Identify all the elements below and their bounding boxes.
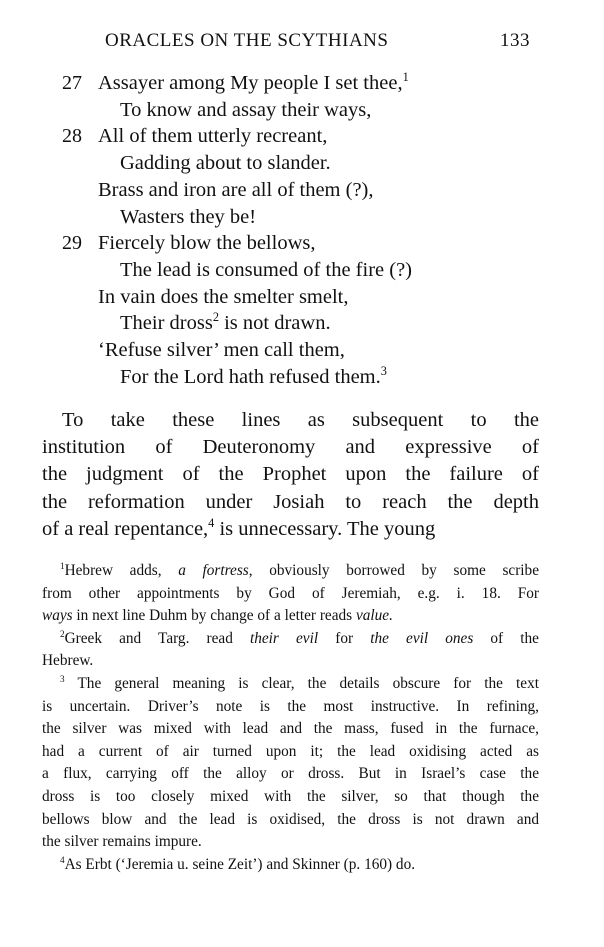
text-segment: a flux, carrying off the alloy or dross. But in Israel’s case the xyxy=(42,765,539,783)
footnote-line xyxy=(42,720,539,741)
footnote-marker: 4 xyxy=(60,855,65,865)
footnote-line xyxy=(42,833,539,854)
verse-text: To know and assay their ways, xyxy=(120,98,372,121)
footnote-line xyxy=(60,675,539,696)
footnote-line xyxy=(42,585,539,606)
paragraph-line xyxy=(42,463,539,489)
verse-line xyxy=(98,179,374,202)
verse-line xyxy=(98,72,409,95)
verse-line xyxy=(98,232,315,255)
text-segment: , obviously borrowed by some scribe xyxy=(248,562,539,579)
verse-text: For the Lord hath refused them. xyxy=(120,365,381,388)
verse-number: 27 xyxy=(62,72,82,94)
verse-text: Wasters they be! xyxy=(120,205,257,228)
verse-text: Fiercely blow the bellows, xyxy=(98,232,316,255)
paragraph-line xyxy=(42,491,539,517)
text-segment: from other appointments by God of Jeremiah, e.g. i. 18. For xyxy=(42,584,539,602)
verse-text: is not drawn. xyxy=(218,312,331,335)
verse-text: Their dross xyxy=(120,312,213,335)
footnote-ref: 4 xyxy=(208,517,215,530)
footnote-line xyxy=(60,856,539,877)
running-header-title: ORACLES ON THE SCYTHIANS xyxy=(105,30,389,51)
verse-text: The lead is consumed of the fire (?) xyxy=(120,258,413,281)
verse-line xyxy=(120,206,256,229)
page-number: 133 xyxy=(500,30,530,51)
text-segment: bellows blow and the lead is oxidised, the dross is not drawn and xyxy=(42,810,539,828)
text-segment: value. xyxy=(355,607,393,625)
verse-text: Gadding about to slander. xyxy=(120,152,331,175)
verse-number: 28 xyxy=(62,125,82,148)
footnote-ref: 1 xyxy=(402,70,409,85)
footnote-line xyxy=(42,607,539,628)
paragraph-line xyxy=(62,409,539,435)
verse-number: 29 xyxy=(62,232,82,255)
verse-text: Assayer among My people I set thee, xyxy=(98,72,403,94)
verse-line xyxy=(98,339,345,362)
text-segment: in next line Duhm by change of a letter reads xyxy=(72,607,356,625)
text-segment: the judgment of the Prophet upon the failure of xyxy=(42,463,539,486)
text-segment: the evil ones xyxy=(370,629,474,647)
verse-text: ‘Refuse silver’ men call them, xyxy=(98,339,345,361)
text-segment: the reformation under Josiah to reach the depth xyxy=(42,490,539,513)
text-segment: As Erbt (‘Jeremia u. seine Zeit’) and Skinner (p. 160) do. xyxy=(64,855,416,873)
text-segment: the silver remains impure. xyxy=(42,833,202,851)
footnote-line xyxy=(42,652,539,673)
verse-line xyxy=(120,152,331,175)
text-segment: The general meaning is clear, the details obscure for the text xyxy=(64,675,539,692)
verse-text: In vain does the smelter smelt, xyxy=(98,285,349,308)
footnote-line xyxy=(42,743,539,764)
verse-line xyxy=(120,363,387,389)
text-segment: institution of Deuteronomy and expressive of xyxy=(42,436,539,459)
footnote-line xyxy=(42,698,539,719)
footnote-marker: 2 xyxy=(60,629,65,639)
paragraph-line xyxy=(42,436,539,462)
footnote-line xyxy=(42,788,539,809)
text-segment: the silver was mixed with lead and the mass, fused in the furnace, xyxy=(42,720,539,738)
verse-line xyxy=(120,259,412,282)
footnote-line xyxy=(42,811,539,832)
footnote-marker: 3 xyxy=(60,675,65,684)
footnote-marker: 1 xyxy=(60,562,65,571)
verse-line xyxy=(98,125,327,148)
text-segment: Hebrew. xyxy=(42,652,94,670)
text-segment: had a current of air turned upon it; the lead oxidising acted as xyxy=(42,742,539,760)
text-segment: of a real repentance, xyxy=(42,517,209,540)
footnote-line xyxy=(60,630,539,651)
verse-text: Brass and iron are all of them (?), xyxy=(98,178,374,201)
verse-line xyxy=(120,312,331,335)
paragraph-line xyxy=(42,518,539,544)
footnote-line xyxy=(60,562,539,583)
text-segment: To take these lines as subsequent to the xyxy=(62,409,539,431)
footnote-ref: 2 xyxy=(212,310,219,325)
text-segment: for xyxy=(318,629,371,647)
text-segment: a fortress xyxy=(178,562,249,579)
text-segment: dross is too closely mixed with the silver, so that though the xyxy=(42,788,539,805)
text-segment: is unnecessary. The young xyxy=(214,517,436,540)
text-segment: Greek and Targ. read xyxy=(64,629,250,647)
text-segment: ways xyxy=(42,607,73,625)
text-segment: is uncertain. Driver’s note is the most instructive. In refining, xyxy=(42,697,539,715)
verse-text: All of them utterly recreant, xyxy=(98,125,328,148)
text-segment: Hebrew adds, xyxy=(64,562,179,579)
verse-line xyxy=(120,99,371,122)
verse-line xyxy=(98,286,349,309)
text-segment: of the xyxy=(473,629,539,647)
text-segment: their evil xyxy=(249,629,319,647)
footnote-line xyxy=(42,765,539,786)
footnote-ref: 3 xyxy=(380,363,387,378)
